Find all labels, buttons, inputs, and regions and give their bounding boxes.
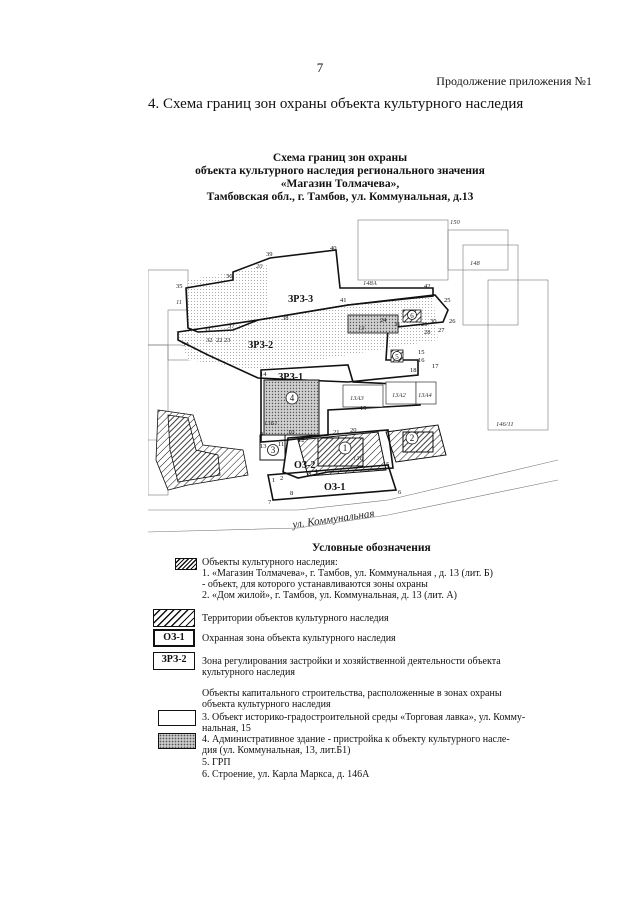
boundary-point-16: 16	[418, 357, 425, 364]
building-num-1: 1	[342, 443, 348, 453]
legend-zrz2-desc1: Зона регулирования застройки и хозяйственной деятельности объекта	[202, 656, 501, 667]
legend-zrz2-desc	[202, 656, 501, 678]
boundary-point-6: 6	[398, 489, 402, 496]
legend-zrz2-desc2: культурного наследия	[202, 667, 295, 678]
scheme-title-line3: «Магазин Толмачева»,	[280, 178, 400, 190]
boundary-point-2: 2	[280, 475, 284, 482]
legend-capital-item4	[202, 734, 510, 756]
legend-capital-item3b: нальная, 15	[202, 723, 251, 734]
boundary-point-10: 10	[288, 429, 295, 436]
building-num-5: 5	[395, 353, 399, 361]
background-parcels	[148, 220, 558, 532]
legend-oz1-desc: Охранная зона объекта культурного наследия	[202, 633, 396, 644]
building-num-3: 3	[270, 445, 276, 455]
appendix-note: Продолжение приложения №1	[436, 74, 592, 88]
parcel-label: 150	[450, 219, 460, 226]
zone-label-oz2: ОЗ-2	[294, 460, 316, 471]
boundary-point-28: 28	[424, 329, 431, 336]
parcel-label: 20	[256, 263, 263, 270]
boundary-point-24: 24	[380, 317, 387, 324]
scheme-title-line4: Тамбовская обл., г. Тамбов, ул. Коммунальная, д.13	[206, 191, 474, 203]
boundary-point-34: 34	[182, 341, 189, 348]
legend-capital-item3	[202, 712, 525, 734]
legend-swatch-territories	[153, 609, 195, 627]
boundary-point-29: 29	[421, 321, 428, 328]
boundary-point-33: 33	[204, 327, 211, 334]
zone-label-oz1: ОЗ-1	[324, 482, 346, 493]
legend-swatch-oz1: ОЗ-1	[153, 629, 195, 647]
scheme-title	[150, 152, 530, 204]
zone-label-zrz3: ЗРЗ-3	[288, 294, 314, 305]
boundary-point-17: 17	[432, 363, 439, 370]
scheme-title-line2: объекта культурного наследия регионального значения	[195, 165, 485, 177]
parcel-label: 146/11	[496, 421, 514, 428]
boundary-point-22: 22	[216, 337, 223, 344]
parcel-label: 13А2	[392, 392, 406, 399]
legend-title: Условные обозначения	[312, 542, 431, 554]
boundary-point-41: 41	[340, 297, 347, 304]
boundary-point-19: 19	[360, 405, 367, 412]
boundary-point-25: 25	[444, 297, 451, 304]
boundary-point-37: 37	[228, 323, 235, 330]
boundary-point-21: 21	[333, 429, 340, 436]
building-dotted-23	[348, 315, 398, 333]
boundary-point-35: 35	[176, 283, 183, 290]
boundary-point-40: 40	[330, 245, 337, 252]
parcel-label: 11	[176, 299, 183, 306]
parcel-label: 13Б1	[264, 420, 278, 427]
boundary-point-36: 36	[226, 273, 233, 280]
boundary-point-39: 39	[266, 251, 273, 258]
boundary-point-18: 18	[410, 367, 417, 374]
zone-map	[148, 210, 558, 540]
legend-capital-header1: Объекты капитального строительства, расположенные в зонах охраны	[202, 688, 502, 699]
parcel-label: 13Б	[353, 455, 364, 462]
building-num-4: 4	[289, 393, 295, 403]
legend-heritage-item1-cont: - объект, для которого устанавливаются зоны охраны	[202, 579, 428, 590]
page-number: 7	[316, 60, 324, 75]
boundary-point-1: 1	[272, 477, 276, 484]
boundary-point-32: 32	[206, 337, 213, 344]
legend-heritage-header: Объекты культурного наследия:	[202, 557, 338, 568]
parcel-label: 13А4	[418, 392, 432, 399]
boundary-point-30: 30	[430, 318, 437, 325]
parcel-label: 148А	[363, 280, 377, 287]
legend-heritage-item2: 2. «Дом жилой», г. Тамбов, ул. Коммунальная, д. 13 (лит. А)	[202, 590, 457, 601]
boundary-point-38: 38	[282, 315, 289, 322]
legend-heritage-objects	[202, 557, 493, 601]
legend-capital-item5: 5. ГРП	[202, 757, 231, 768]
boundary-point-42: 42	[424, 283, 431, 290]
legend-swatch-zrz2: ЗРЗ-2	[153, 652, 195, 670]
legend-capital-item4a: 4. Административное здание - пристройка к объекту культурного насле-	[202, 734, 510, 745]
legend-capital-header2: объекта культурного наследия	[202, 699, 331, 710]
boundary-point-31: 31	[394, 321, 401, 328]
boundary-point-7: 7	[268, 499, 272, 506]
boundary-point-11: 11	[278, 441, 285, 448]
boundary-point-27: 27	[438, 327, 445, 334]
boundary-point-4: 4	[314, 468, 318, 475]
boundary-point-9: 9	[260, 431, 264, 438]
boundary-point-12: 12	[298, 437, 305, 444]
legend-capital-item3a: 3. Объект историко-градостроительной среды «Торговая лавка», ул. Комму-	[202, 712, 526, 723]
street-label: ул. Коммунальная	[291, 507, 376, 531]
section-title: 4. Схема границ зон охраны объекта культурного наследия	[148, 96, 524, 112]
scheme-title-line1: Схема границ зон охраны	[272, 152, 408, 164]
legend-capital-header	[202, 688, 502, 710]
boundary-point-23: 23	[224, 337, 231, 344]
building-num-2: 2	[409, 433, 415, 443]
parcel-label: 13А3	[350, 395, 364, 402]
legend-capital-item6: 6. Строение, ул. Карла Маркса, д. 146А	[202, 769, 370, 780]
boundary-point-8: 8	[290, 490, 294, 497]
legend-swatch-capital-3	[158, 710, 196, 726]
parcel-label: 148	[470, 260, 480, 267]
legend-heritage-item1: 1. «Магазин Толмачева», г. Тамбов, ул. Коммунальная , д. 13 (лит. Б)	[202, 568, 493, 579]
parcel-label: 13	[358, 325, 365, 332]
boundary-point-20: 20	[350, 427, 357, 434]
boundary-point-3: 3	[308, 471, 312, 478]
legend-swatch-heritage-object	[175, 558, 197, 570]
zone-label-zrz1: ЗРЗ-1	[278, 372, 304, 383]
zone-label-zrz2: ЗРЗ-2	[248, 340, 274, 351]
boundary-point-26: 26	[449, 318, 456, 325]
boundary-point-14: 14	[260, 371, 267, 378]
legend-capital-item4b: дия (ул. Коммунальная, 13, лит.Б1)	[202, 745, 351, 756]
boundary-point-13: 13	[260, 443, 267, 450]
building-num-6: 6	[410, 312, 414, 320]
legend-swatch-capital-4	[158, 733, 196, 749]
boundary-point-15: 15	[418, 349, 425, 356]
legend-territories: Территории объектов культурного наследия	[202, 613, 389, 624]
boundary-point-5: 5	[386, 461, 390, 468]
